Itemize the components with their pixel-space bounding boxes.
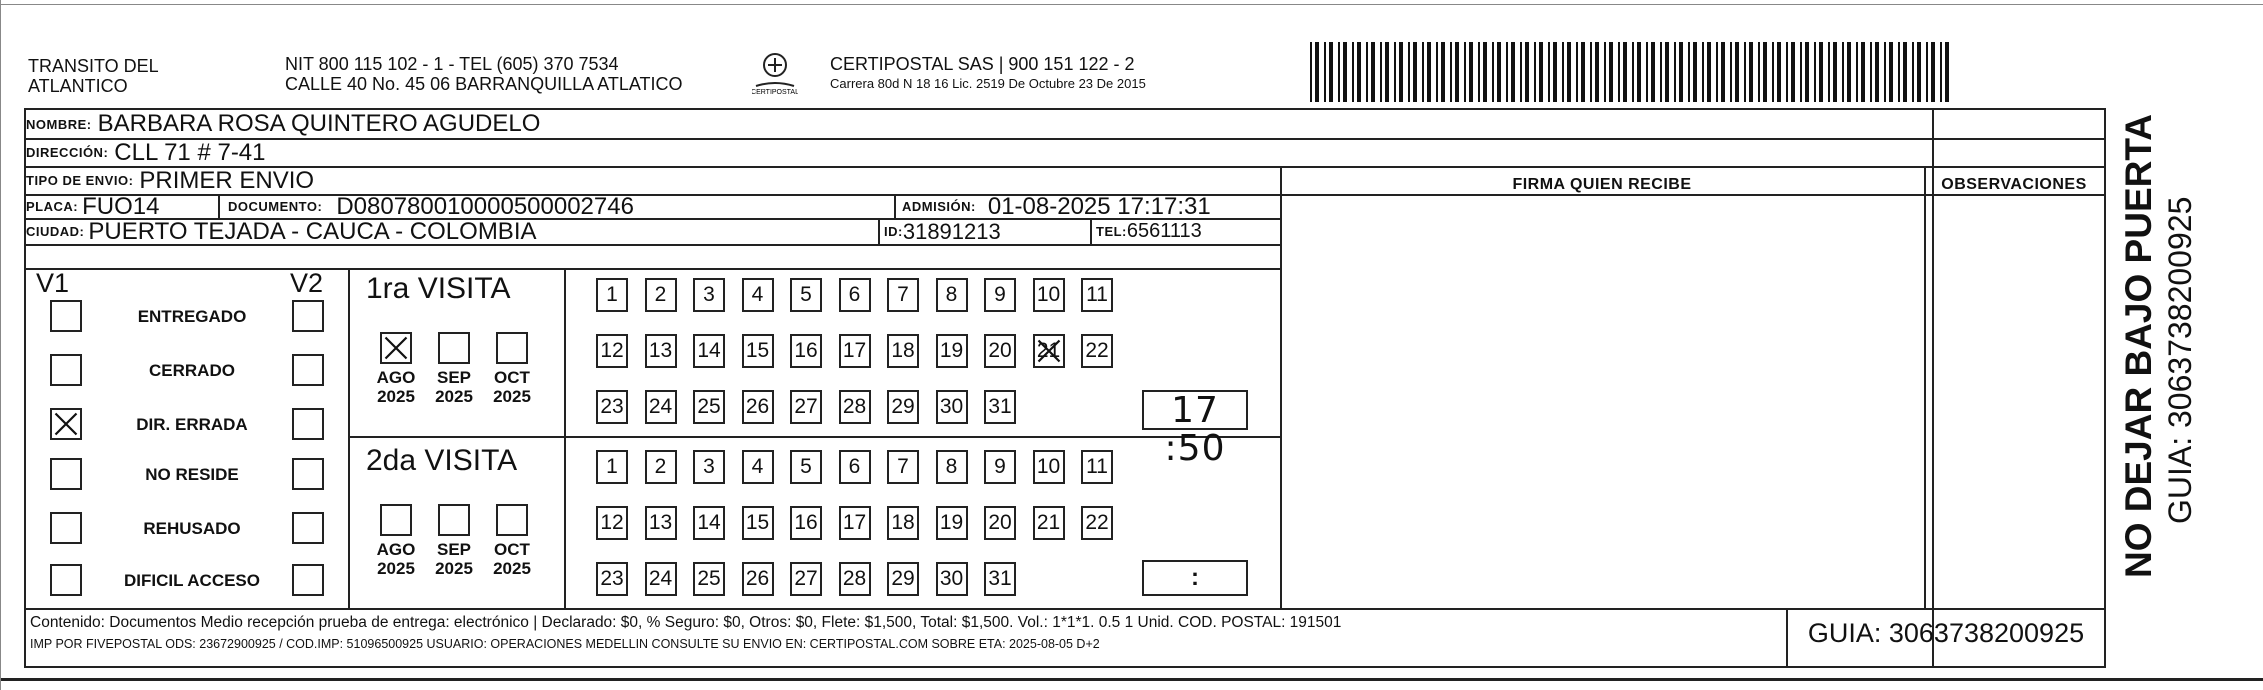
visit2-day-box[interactable]: 8 [936,450,968,484]
visit2-day-box[interactable]: 22 [1081,506,1113,540]
visit2-day-box[interactable]: 20 [984,506,1016,540]
visit1-day-box[interactable]: 23 [596,390,628,424]
v2-status-checkbox[interactable] [292,408,324,440]
tel-row: TEL: 6561113 [1096,220,1202,242]
visit1-day-box[interactable]: 22 [1081,334,1113,368]
courier-info: CERTIPOSTAL SAS | 900 151 122 - 2 Carrera 80d N 18 16 Lic. 2519 De Octubre 23 De 2015 [830,54,1146,91]
v2-status-checkbox[interactable] [292,458,324,490]
id-value: 31891213 [902,218,1001,244]
status-option-label: REHUSADO [143,519,241,538]
visit1-time: 17 :50 [1164,390,1226,469]
recipient-name: BARBARA ROSA QUINTERO AGUDELO [97,110,541,137]
v2-status-checkbox[interactable] [292,564,324,596]
visit1-day-box[interactable]: 27 [790,390,822,424]
recipient-name-row: NOMBRE: BARBARA ROSA QUINTERO AGUDELO [26,110,541,137]
visit2-day-box[interactable]: 13 [645,506,677,540]
visit2-day-box[interactable]: 2 [645,450,677,484]
visit2-day-box[interactable]: 14 [693,506,725,540]
visit1-day-box[interactable]: 31 [984,390,1016,424]
svg-text:CERTIPOSTAL: CERTIPOSTAL [752,89,798,96]
visit2-day-box[interactable]: 11 [1081,450,1113,484]
visit2-day-box[interactable]: 3 [693,450,725,484]
visit1-day-box[interactable]: 30 [936,390,968,424]
status-option-label: ENTREGADO [137,307,247,326]
contents-line: Contenido: Documentos Medio recepción prueba de entrega: electrónico | Declarado: $0, % Seguro: $0, Otros: $0, Flete: $1,500, Total: $1,500. Vol.: 1*1*1. 0.5 1 Unid. COD. POSTAL: 191501 [30,614,1342,631]
v2-status-checkbox[interactable] [292,512,324,544]
barcode [1310,42,1950,102]
visit2-day-box[interactable]: 4 [742,450,774,484]
visit1-day-box[interactable]: 5 [790,278,822,312]
sender-name: TRANSITO DEL ATLANTICO [28,56,159,96]
visit2-day-box[interactable]: 7 [887,450,919,484]
visit1-day-box[interactable]: 19 [936,334,968,368]
visit1-day-box[interactable]: 25 [693,390,725,424]
visit1-day-box[interactable]: 14 [693,334,725,368]
visit1-day-box[interactable]: 16 [790,334,822,368]
visit1-day-box[interactable]: 18 [887,334,919,368]
status-option-label: CERRADO [149,361,235,380]
print-info-line: IMP POR FIVEPOSTAL ODS: 23672900925 / COD.IMP: 51096500925 USUARIO: OPERACIONES MEDELLIN CONSULTE SU ENVIO EN: CERTIPOSTAL.COM SOBRE ETA: 2025-08-05 D+2 [30,637,1100,651]
v1-status-checkbox[interactable] [50,300,82,332]
visit1-day-box[interactable]: 2 [645,278,677,312]
visit2-day-box[interactable]: 31 [984,562,1016,596]
visit2-day-box[interactable]: 23 [596,562,628,596]
visit1-day-box[interactable]: 12 [596,334,628,368]
v2-status-checkbox[interactable] [292,354,324,386]
v1-status-checkbox[interactable] [50,354,82,386]
visit2-day-box[interactable]: 19 [936,506,968,540]
visit2-day-box[interactable]: 18 [887,506,919,540]
visit1-day-box[interactable]: 10 [1033,278,1065,312]
visit2-day-box[interactable]: 1 [596,450,628,484]
visit2-day-box[interactable]: 10 [1033,450,1065,484]
visit2-day-box[interactable]: 25 [693,562,725,596]
admission-row: ADMISIÓN: 01-08-2025 17:17:31 [902,192,1211,220]
visit2-day-box[interactable]: 24 [645,562,677,596]
visit1-time-box[interactable] [1142,390,1248,469]
visit1-day-box[interactable]: 13 [645,334,677,368]
recipient-address: CLL 71 # 7-41 [114,138,266,166]
signature-area[interactable] [1283,196,1922,606]
visit2-month-checkbox[interactable] [380,504,412,536]
document-row: DOCUMENTO: D080780010000500002746 [228,192,634,220]
visit2-day-box[interactable]: 17 [839,506,871,540]
visit2-month-checkbox[interactable] [496,504,528,536]
visit1-day-box[interactable]: 28 [839,390,871,424]
visit1-day-box[interactable]: 21 [1033,334,1065,368]
visit2-month-checkbox[interactable] [438,504,470,536]
visit2-day-box[interactable]: 30 [936,562,968,596]
visit1-month-checkbox[interactable] [496,332,528,364]
status-option-label: DIFICIL ACCESO [123,571,260,590]
visit2-day-box[interactable]: 27 [790,562,822,596]
v1-status-checkbox[interactable] [50,458,82,490]
visit1-day-box[interactable]: 29 [887,390,919,424]
visit2-day-box[interactable]: 21 [1033,506,1065,540]
courier-logo [752,50,798,96]
visit2-day-box[interactable]: 6 [839,450,871,484]
visit2-time-box[interactable] [1142,560,1248,596]
visit1-day-box[interactable]: 15 [742,334,774,368]
visit1-day-box[interactable]: 26 [742,390,774,424]
status-option-label: DIR. ERRADA [136,415,248,434]
visit2-day-box[interactable]: 26 [742,562,774,596]
visit2-day-box[interactable]: 15 [742,506,774,540]
visit2-day-box[interactable]: 5 [790,450,822,484]
observations-header: OBSERVACIONES [1941,176,2087,193]
visit1-day-box[interactable]: 1 [596,278,628,312]
visit2-day-box[interactable]: 28 [839,562,871,596]
v2-label: V2 [290,268,324,298]
v1-status-checkbox[interactable] [50,512,82,544]
visit1-day-box[interactable]: 6 [839,278,871,312]
tel-value: 6561113 [1126,220,1202,242]
visit2-day-box[interactable]: 9 [984,450,1016,484]
visit1-day-box[interactable]: 8 [936,278,968,312]
visit1-day-box[interactable]: 20 [984,334,1016,368]
visit2-time: : [1191,564,1199,591]
no-under-door-warning: NO DEJAR BAJO PUERTA [2118,114,2159,578]
visit1-day-box[interactable]: 3 [693,278,725,312]
side-guia-number: GUIA: 3063738200925 [2162,196,2198,524]
city-row: CIUDAD: PUERTO TEJADA - CAUCA - COLOMBIA [26,217,537,245]
visit1-title: 1ra VISITA [366,272,511,305]
admission-value: 01-08-2025 17:17:31 [987,192,1211,220]
id-row: ID: 31891213 [884,218,1001,244]
sender-nit-address: NIT 800 115 102 - 1 - TEL (605) 370 7534 CALLE 40 No. 45 06 BARRANQUILLA ATLATICO [285,54,683,94]
status-option-label: NO RESIDE [145,465,239,484]
shipment-type-row: TIPO DE ENVIO: PRIMER ENVIO [26,166,315,194]
v1-status-checkbox[interactable] [50,408,82,440]
visit2-month-label: SEP 2025 [435,540,473,578]
visit1-day-box[interactable]: 4 [742,278,774,312]
visit2-month-label: OCT 2025 [493,540,531,578]
visit1-month-label: SEP 2025 [435,368,473,406]
signature-header: FIRMA QUIEN RECIBE [1512,176,1692,193]
visit2-day-box[interactable]: 29 [887,562,919,596]
visit1-month-checkbox[interactable] [380,332,412,364]
guia-number: GUIA: 3063738200925 [1807,618,2085,648]
plate-value: FUO14 [82,192,160,220]
plate-row: PLACA: FUO14 [26,192,160,220]
city-value: PUERTO TEJADA - CAUCA - COLOMBIA [88,217,537,245]
address-row: DIRECCIÓN: CLL 71 # 7-41 [26,138,266,166]
visit1-day-box[interactable]: 7 [887,278,919,312]
visit1-day-box[interactable]: 17 [839,334,871,368]
visit1-month-checkbox[interactable] [438,332,470,364]
visit2-title: 2da VISITA [366,444,518,477]
visit1-day-box[interactable]: 9 [984,278,1016,312]
visit2-day-box[interactable]: 12 [596,506,628,540]
visit1-month-label: AGO 2025 [376,368,416,406]
visit2-month-label: AGO 2025 [376,540,416,578]
v1-label: V1 [36,268,70,298]
visit1-day-box[interactable]: 11 [1081,278,1113,312]
visit1-day-box[interactable]: 24 [645,390,677,424]
v1-status-checkbox[interactable] [50,564,82,596]
v2-status-checkbox[interactable] [292,300,324,332]
visit2-day-box[interactable]: 16 [790,506,822,540]
document-value: D080780010000500002746 [336,192,634,220]
observations-area[interactable] [1927,196,2102,606]
shipment-type: PRIMER ENVIO [139,166,315,194]
visit1-month-label: OCT 2025 [493,368,531,406]
